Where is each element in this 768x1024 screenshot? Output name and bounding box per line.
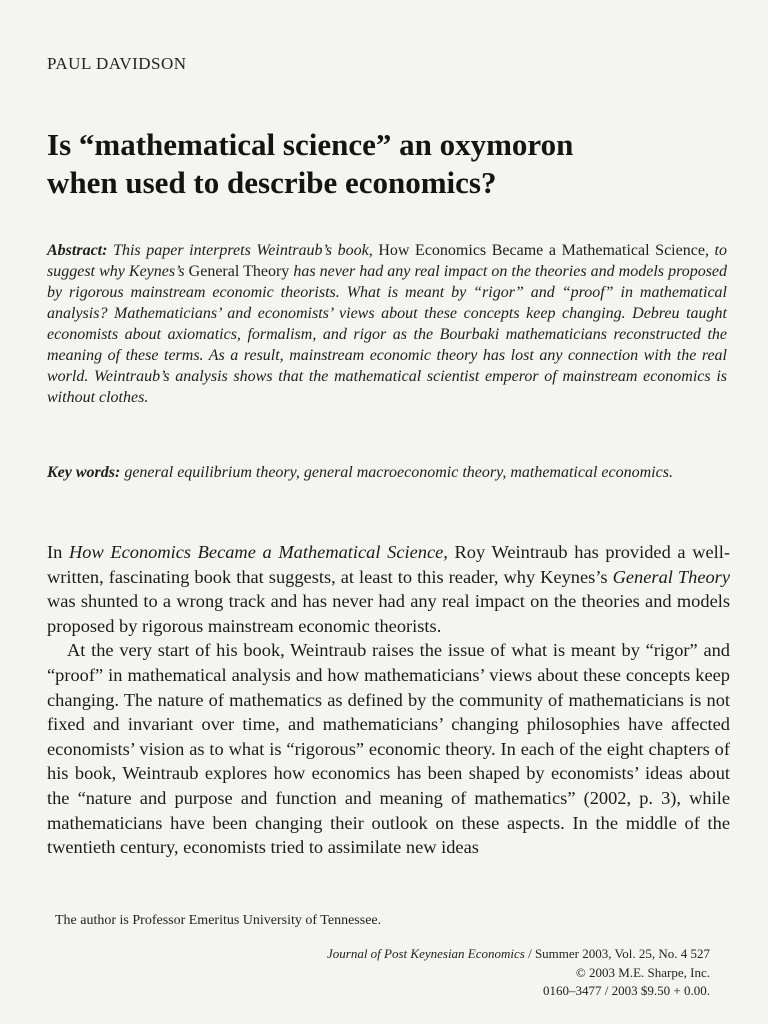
abstract-text-1: This paper interprets Weintraub’s book,	[107, 242, 379, 259]
keywords-label: Key words:	[47, 464, 121, 481]
copyright-line: © 2003 M.E. Sharpe, Inc.	[575, 964, 710, 980]
issn-line: 0160–3477 / 2003 $9.50 + 0.00.	[543, 983, 710, 998]
title-line-1: Is “mathematical science” an oxymoron	[47, 127, 574, 162]
p1-text-a: In	[47, 542, 69, 562]
body-text	[47, 540, 730, 860]
journal-info	[110, 945, 710, 1001]
journal-line	[110, 945, 710, 964]
keywords	[47, 462, 727, 483]
journal-issue: / Summer 2003, Vol. 25, No. 4 527	[524, 946, 710, 961]
p1-book-title: How Economics Became a Mathematical Science,	[68, 542, 448, 562]
author-name: PAUL DAVIDSON	[47, 54, 187, 73]
abstract-text-2: , to suggest why Keynes’s	[47, 242, 727, 280]
paragraph-2: At the very start of his book, Weintraub raises the issue of what is meant by “rigor” and “proof” in mathematical analysis and how mathematicians’ views about these concepts keep changing. The nature of mathematics as defined by the community of mathematicians is not fixed and invariant over time, and mathematicians’ changing philosophies have affected economists’ vision as to what is “rigorous” economic theory. In each of the eight chapters of his book, Weintraub explores how economics has been shaped by economists’ ideas about the “nature and purpose and function and meaning of mathematics” (2002, p. 3), while mathematicians have been changing their outlook on these aspects. In the middle of the twentieth century, economists tried to assimilate new ideas	[47, 640, 730, 858]
abstract-general-theory: General Theory	[188, 263, 290, 280]
title-line-2: when used to describe economics?	[47, 165, 497, 200]
author-footnote: The author is Professor Emeritus University of Tennessee.	[55, 913, 382, 928]
abstract-text-3: has never had any real impact on the theories and models proposed by rigorous mainstream economic theorists. What is meant by “rigor” and “proof” in mathematical analysis? Mathematicians’ and economists’ views about these concepts keep changing. Debreu taught economists about axiomatics, formalism, and rigor as the Bourbaki mathematicians reconstructed the meaning of these terms. As a result, mainstream economic theory has lost any connection with the real world. Weintraub’s analysis shows that the mathematical scientist emperor of mainstream economics is without clothes.	[47, 263, 728, 406]
paragraph-1	[47, 540, 730, 638]
p1-text-c: was shunted to a wrong track and has never had any real impact on the theories and models proposed by rigorous mainstream economic theorists.	[47, 591, 730, 636]
abstract-book-title: How Economics Became a Mathematical Science	[378, 242, 705, 259]
p1-general-theory: General Theory	[612, 566, 730, 587]
journal-name: Journal of Post Keynesian Economics	[326, 946, 525, 961]
abstract	[47, 240, 727, 408]
p1-text-b: Roy Weintraub has provided a well-written, fascinating book that suggests, at least to this reader, why Keynes’s	[47, 542, 730, 587]
abstract-label: Abstract:	[47, 242, 108, 259]
article-title	[47, 126, 727, 202]
keywords-text: general equilibrium theory, general macroeconomic theory, mathematical economics.	[120, 464, 673, 481]
